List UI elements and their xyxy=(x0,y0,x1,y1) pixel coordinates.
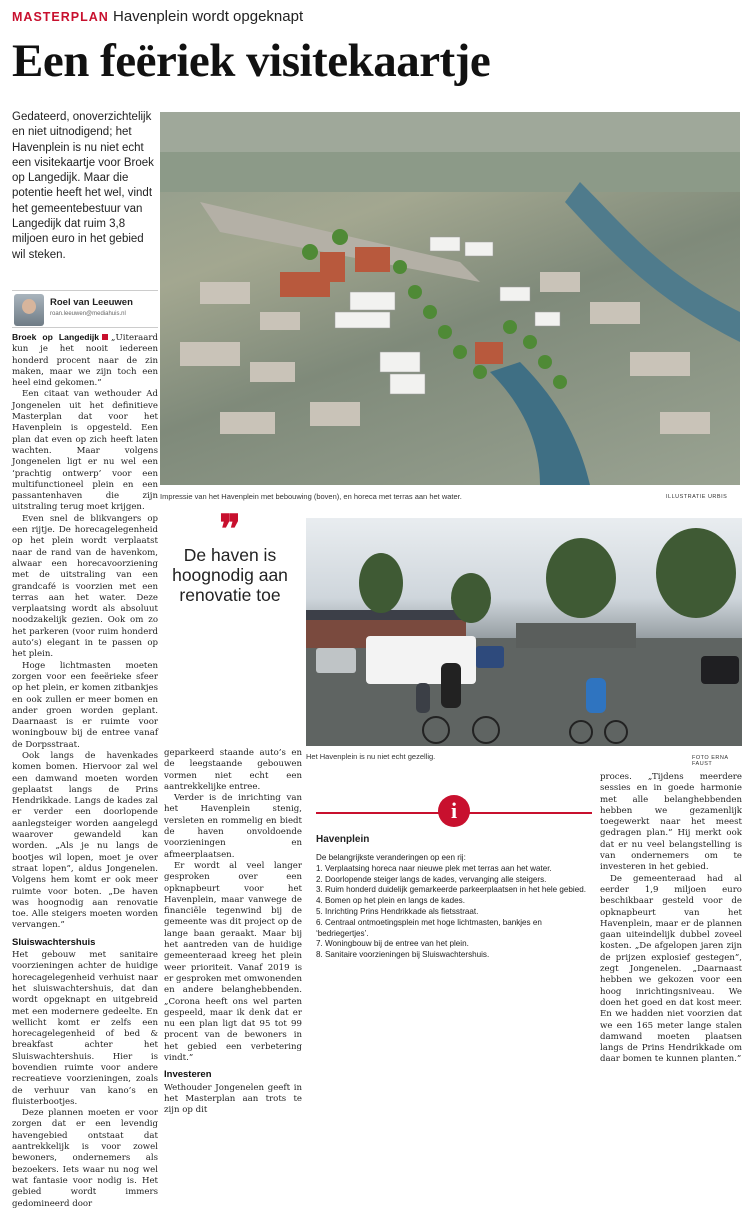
havenplein-photo xyxy=(306,518,742,746)
list-item: 4. Bomen op het plein en langs de kades. xyxy=(316,896,465,906)
paragraph: proces. „Tijdens meerdere sessies en in goede harmonie met alle belanghebbenden hebben we gezamenlijk toegewerkt naar het meest gedragen plan.” Hij merkt ook dat er nu veel belangstelling is van ondernemers om te investeren in het gebied. xyxy=(600,772,742,873)
paragraph: De gemeenteraad had al eerder 1,9 miljoen euro beschikbaar gesteld voor de opknapbeurt van het Havenplein, maar er de plannen gaan uiteindelijk dubbel zoveel kosten. „De afgelopen jaren zijn de prijzen explosief gestegen”, zegt Jongenelen. „Daarnaast hebben we gekozen voor een hoog inrichtingsniveau. We doen het goed en dat kost meer. En we hadden niet voorzien dat we een 165 meter lange stalen damwand moeten plaatsen langs de Prins Hendrikkade om daar bomen te kunnen planten.” xyxy=(600,873,742,1065)
article-column-2 xyxy=(164,748,302,1117)
paragraph: Een citaat van wethouder Ad Jongenelen uit het definitieve Masterplan dat voor het Havenplein is opgesteld. Een plan dat even op zich heeft laten wachten. Maar volgens Jongenelen ligt er nu wel een ‘prachtig ontwerp’ voor een multifunctioneel plein en een passantenhaven die zijn uitstraling terug moet krijgen. xyxy=(12,389,158,513)
infobox-list xyxy=(316,853,592,961)
infobox-intro: De belangrijkste veranderingen op een rij: xyxy=(316,853,466,862)
author-avatar xyxy=(14,294,44,326)
dateline: Broek op Langedijk xyxy=(12,332,100,342)
list-item: 6. Centraal ontmoetingsplein met hoge lichtmasten, bankjes en ‘bedriegertjes’. xyxy=(316,917,542,938)
quote-mark-icon: ❞ xyxy=(219,507,241,552)
list-item: 1. Verplaatsing horeca naar nieuwe plek met terras aan het water. xyxy=(316,863,552,873)
intro-text: Gedateerd, onoverzichtelijk en niet uitnodigend; het Havenplein is nu niet echt een visitekaartje voor Broek op Langedijk. Maar die potentie heeft het wel, vindt het gemeentebestuur van Langedijk dat ruim 3,8 miljoen euro in het gebied wil steken. xyxy=(12,111,154,261)
paragraph: Deze plannen moeten er voor zorgen dat er een levendig havengebied ontstaat dat aantrekkelijk is voor zowel bewoners, ondernemers als bezoekers. Iets waar nu nog wel wat fantasie voor nodig is. Het gebied wordt immers gedomineerd door xyxy=(12,1108,158,1209)
paragraph: Hoge lichtmasten moeten zorgen voor een feeërieke sfeer op het plein, er komen zitbankjes en ook zullen er meer bomen en ander groen worden geplant. Daarnaast is er ruimte voor woningbouw bij de entree vanaf de Dorpsstraat. xyxy=(12,660,158,750)
paragraph: Verder is de inrichting van het Havenplein stenig, versleten en rommelig en biedt de haven onvoldoende voorzieningen en afmeerplaatsen. xyxy=(164,793,302,860)
photo2-credit: FOTO ERNA FAUST xyxy=(692,755,729,767)
list-item: 7. Woningbouw bij de entree van het plein. xyxy=(316,939,469,949)
photo1-caption: Impressie van het Havenplein met bebouwing (boven), en horeca met terras aan het water. xyxy=(160,492,462,501)
list-item: 2. Doorlopende steiger langs de kades, vervanging alle steigers. xyxy=(316,874,547,884)
paragraph: Wethouder Jongenelen geeft in het Masterplan aan trots te zijn op dit xyxy=(164,1082,302,1116)
author-name: Roel van Leeuwen xyxy=(50,297,133,308)
infobox xyxy=(316,800,592,961)
street-scene xyxy=(306,518,742,746)
paragraph: Ook langs de havenkades komen bomen. Hiervoor zal wel een damwand moeten worden geplaatst langs de Prins Hendrikkade. Langs de kades zal er verder een doorlopende aanlegsteiger worden aangelegd waarover gewandeld kan worden. „Als je nu langs de bootjes wil lopen, moet je over straat lopen”, aldus Jongenelen. Volgens hem komt er ook meer ruimte voor boten. „De haven was hoognodig aan renovatie toe. Alle steigers moeten worden vervangen.” xyxy=(12,750,158,931)
paragraph: „Uiteraard kun je het nooit iedereen honderd procent naar de zin maken, maar we zijn toch een heel eind gekomen.” xyxy=(12,333,158,389)
author-byline xyxy=(12,290,158,328)
kicker-label: MASTERPLAN xyxy=(12,10,109,24)
subheading: Sluiswachtershuis xyxy=(12,936,96,948)
author-email: roan.leeuwen@mediahuis.nl xyxy=(50,311,126,317)
aerial-impression-image xyxy=(160,112,740,485)
quote-text: De haven is hoognodig aan renovatie toe xyxy=(172,545,288,605)
list-item: 8. Sanitaire voorzieningen bij Sluiswachtershuis. xyxy=(316,950,490,960)
pull-quote xyxy=(160,507,300,605)
article-column-4 xyxy=(600,772,742,1066)
kicker xyxy=(12,8,303,25)
headline: Een feëriek visitekaartje xyxy=(12,35,491,87)
paragraph: Even snel de blikvangers op een rijtje. De horecagelegenheid op het plein wordt verplaatst naar de rand van de havenkom, alwaar een horecavoorziening met de uitstraling van een grandcafé is voorzien met een terras aan het water. Deze verplaatsing wordt als absoluut noodzakelijk gezien. Ook om zo het parkeren (voor ruim honderd auto’s) elegant in te passen op het plein. xyxy=(12,513,158,660)
infobox-title: Havenplein xyxy=(316,834,370,845)
paragraph: Het gebouw met sanitaire voorzieningen achter de huidige horecagelegenheid verhuist naar het sluiswachtershuis, dat dan wordt opgeknapt en uitgebreid met een modernere gedeelte. En wellicht komt er zelfs een horecagelegenheid of bed & breakfast achter het Sluiswachtershuis. Hier is bovendien ruimte voor andere recreatieve voorzieningen, zoals de verhuur van kano’s en fluisterbootjes. xyxy=(12,950,158,1107)
photo1-credit: ILLUSTRATIE URBIS xyxy=(666,494,728,500)
dateline-marker xyxy=(102,334,108,340)
kicker-subtitle: Havenplein wordt opgeknapt xyxy=(112,8,304,25)
photo2-caption: Het Havenplein is nu niet echt gezellig. xyxy=(306,752,436,761)
info-icon: i xyxy=(438,795,470,827)
list-item: 5. Inrichting Prins Hendrikkade als fietsstraat. xyxy=(316,906,479,916)
paragraph: Er wordt al veel langer gesproken over een opknapbeurt voor het Havenplein, maar vanwege de financiële tegenwind bij de gemeente was dit project op de lange baan geraakt. Maar bij het aantreden van de huidige gemeenteraad kreeg het plein weer prioriteit. Vanaf 2019 is er gesproken met omwonenden en andere belanghebbenden. „Corona heeft ons wel parten gespeeld, maar ik denk dat er nu een plan ligt dat 95 tot 99 procent van de bewoners in het gebied een verbetering vindt.” xyxy=(164,860,302,1064)
list-item: 3. Ruim honderd duidelijk gemarkeerde parkeerplaatsen in het hele gebied. xyxy=(316,885,586,895)
aerial-illustration xyxy=(160,112,740,485)
article-column-1 xyxy=(12,332,158,1210)
subheading: Investeren xyxy=(164,1069,212,1081)
paragraph: geparkeerd staande auto’s en de leegstaande gebouwen vormen niet echt een aantrekkelijke entree. xyxy=(164,748,302,792)
